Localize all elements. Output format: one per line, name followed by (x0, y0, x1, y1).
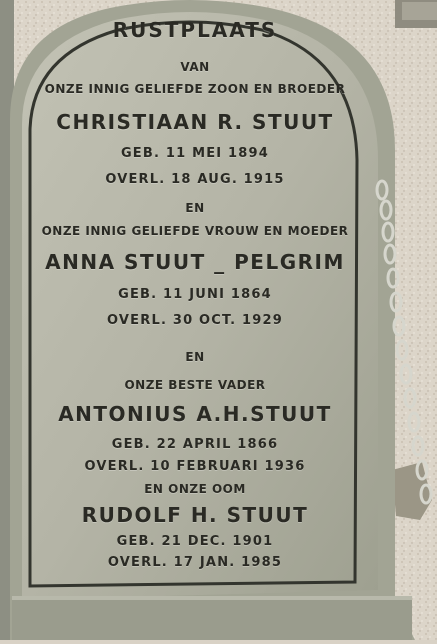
word-en-2: EN (185, 350, 205, 364)
dedication-father: ONZE BESTE VADER (124, 378, 266, 392)
word-en-1: EN (185, 201, 205, 215)
dedication-son: ONZE INNIG GELIEFDE ZOON EN BROEDER (44, 82, 346, 96)
died-antonius: OVERL. 10 FEBRUARI 1936 (84, 459, 306, 474)
died-christiaan: OVERL. 18 AUG. 1915 (105, 172, 285, 187)
born-antonius: GEB. 22 APRIL 1866 (111, 437, 279, 452)
name-rudolf: RUDOLF H. STUUT (81, 503, 309, 527)
died-rudolf: OVERL. 17 JAN. 1985 (107, 555, 283, 570)
born-rudolf: GEB. 21 DEC. 1901 (116, 534, 274, 549)
headstone-plinth (12, 596, 412, 640)
dedication-uncle: EN ONZE OOM (144, 482, 246, 496)
name-antonius: ANTONIUS A.H.STUUT (58, 402, 332, 426)
born-anna: GEB. 11 JUNI 1864 (118, 287, 272, 302)
dedication-mother: ONZE INNIG GELIEFDE VROUW EN MOEDER (41, 224, 349, 238)
heading-rustplaats: RUSTPLAATS (112, 18, 278, 42)
name-anna: ANNA STUUT _ PELGRIM (45, 250, 345, 274)
neighbour-stone-edge (402, 2, 437, 20)
headstone-inscription (30, 14, 360, 584)
died-anna: OVERL. 30 OCT. 1929 (107, 313, 283, 328)
word-van: VAN (180, 60, 210, 74)
name-christiaan: CHRISTIAAN R. STUUT (56, 110, 334, 134)
plinth-top-edge (12, 596, 412, 600)
born-christiaan: GEB. 11 MEI 1894 (120, 146, 270, 161)
